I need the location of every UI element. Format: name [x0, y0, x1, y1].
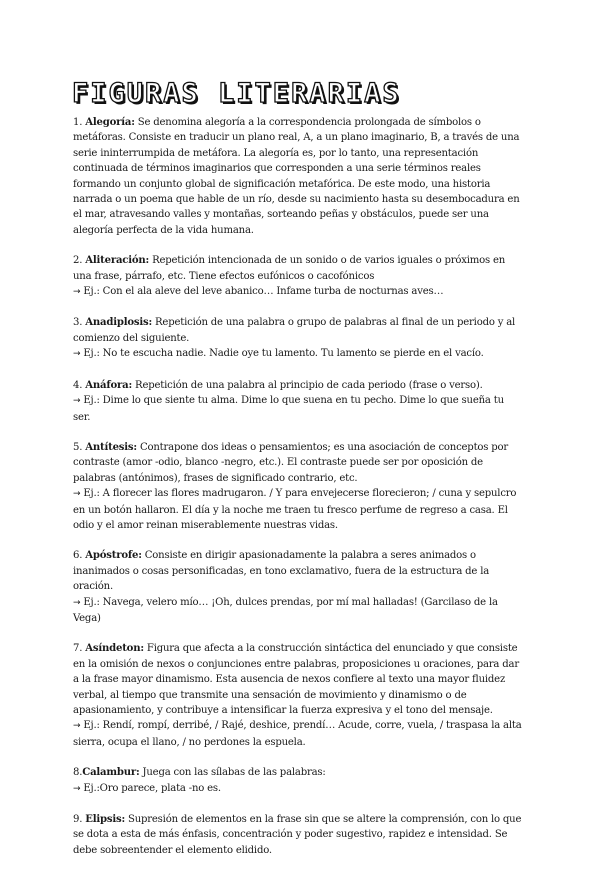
figure-number: 1.: [73, 117, 83, 128]
figure-term: Alegoría:: [85, 117, 135, 128]
figure-term: Apóstrofe:: [85, 550, 142, 562]
figure-definition: [73, 378, 523, 393]
figure-entry-calambur: [73, 765, 523, 797]
figure-number: 4.: [73, 379, 83, 391]
arrow-icon: →: [73, 489, 81, 500]
figure-term: Asíndeton:: [85, 643, 144, 655]
figure-entry-alegoria: [73, 115, 523, 238]
figure-example: [73, 781, 523, 797]
figure-term: Calambur:: [82, 767, 140, 779]
figure-definition: [73, 765, 523, 780]
figure-entry-asindeton: [73, 641, 523, 750]
figure-definition-text: Repetición de una palabra al principio de cada periodo (frase o verso).: [132, 379, 483, 391]
figure-definition: [73, 315, 523, 346]
figure-definition-text: Consiste en dirigir apasionadamente la palabra a seres animados o inanimados o cosas personificadas, en tono exclamativo, fuera de la estructura de la oración.: [73, 550, 490, 593]
figure-example: [73, 284, 523, 300]
figures-list: [73, 115, 523, 873]
arrow-icon: →: [73, 349, 81, 360]
figure-definition: [73, 115, 523, 238]
figure-term: Aliteración:: [85, 255, 150, 267]
figure-example-text: Ej.: No te escucha nadie. Nadie oye tu lamento. Tu lamento se pierde en el vacío.: [80, 348, 484, 360]
figure-example: [73, 718, 523, 750]
figure-number: 8.: [73, 767, 83, 779]
figure-definition: [73, 812, 523, 858]
figure-entry-apostrofe: [73, 548, 523, 626]
figure-definition-text: Repetición intencionada de un sonido o de varios iguales o próximos en una frase, párrafo, etc. Tiene efectos eufónicos o cacofónicos: [73, 255, 506, 282]
document-title: FIGURAS LITERARIAS: [72, 78, 401, 109]
figure-example-text: Ej.: Dime lo que siente tu alma. Dime lo que suena en tu pecho. Dime lo que sueña tu ser.: [73, 395, 504, 423]
figure-term: Anáfora:: [85, 379, 133, 391]
figure-example-text: Ej.: Con el ala aleve del leve abanico… Infame turba de nocturnas aves…: [80, 286, 444, 298]
figure-example: [73, 393, 523, 425]
figure-number: 3.: [73, 317, 83, 329]
figure-example: [73, 486, 523, 533]
figure-definition-text: Repetición de una palabra o grupo de palabras al final de un periodo y al comienzo del siguiente.: [73, 317, 516, 344]
figure-number: 6.: [73, 550, 83, 562]
figure-number: 7.: [73, 643, 83, 655]
figure-definition-text: Se denomina alegoría a la correspondencia prolongada de símbolos o metáforas. Consiste en traducir un plano real, A, a un plano imaginario, B, a través de una serie ininterrumpida de metáfora. La alegoría es, por lo tanto, una representación continuada de términos imaginarios que corresponden a una serie términos reales formando un conjunto global de significación metafórica. De este modo, una historia narrada o un poema que hable de un río, desde su nacimiento hasta su desembocadura en el mar, atravesando valles y montañas, sorteando peñas y obstáculos, puede ser una alegoría perfecta de la vida humana.: [73, 117, 520, 236]
figure-example-text: Ej.: Rendí, rompí, derribé, / Rajé, deshice, prendí… Acude, corre, vuela, / traspasa la alta sierra, ocupa el llano, / no perdones la espuela.: [73, 720, 522, 748]
figure-number: 9.: [73, 814, 83, 826]
figure-definition-text: Juega con las sílabas de las palabras:: [139, 767, 326, 779]
figure-example: [73, 595, 523, 627]
figure-definition-text: Supresión de elementos en la frase sin que se altere la comprensión, con lo que se dota a esta de más énfasis, concentración y poder sugestivo, rapidez e intensidad. Se debe sobreentender el elemento elidido.: [73, 814, 522, 856]
figure-entry-anafora: [73, 378, 523, 425]
figure-number: 2.: [73, 255, 83, 267]
arrow-icon: →: [73, 597, 81, 608]
figure-definition: [73, 641, 523, 718]
figure-example: [73, 346, 523, 362]
figure-entry-elipsis: [73, 812, 523, 858]
figure-example-text: Ej.: Navega, velero mío… ¡Oh, dulces prendas, por mí mal halladas! (Garcilaso de la Vega): [73, 596, 498, 624]
figure-definition: [73, 440, 523, 486]
arrow-icon: →: [73, 287, 81, 298]
figure-entry-anadiplosis: [73, 315, 523, 362]
figure-example-text: Ej.: A florecer las flores madrugaron. / Y para envejecerse florecieron; / cuna y sepulcro en un botón hallaron. El día y la noche me traen tu fresco perfume de regreso a casa. El odio y el amor reinan miserablemente nuestras vidas.: [73, 488, 517, 531]
figure-example-text: Ej.:Oro parece, plata -no es.: [80, 782, 221, 794]
figure-definition-text: Figura que afecta a la construcción sintáctica del enunciado y que consiste en la omisión de nexos o conjunciones entre palabras, proposiciones u oraciones, para dar a la frase mayor dinamismo. Esta ausencia de nexos confiere al texto una mayor fluidez verbal, al tiempo que transmite una sensación de movimiento y dinamismo o de apasionamiento, y contribuye a intensificar la fuerza expresiva y el tono del mensaje.: [73, 643, 519, 716]
arrow-icon: →: [73, 721, 81, 732]
figure-term: Anadiplosis:: [85, 317, 153, 329]
figure-definition-text: Contrapone dos ideas o pensamientos; es una asociación de conceptos por contraste (amor -odio, blanco -negro, etc.). El contraste puede ser por oposición de palabras (antónimos), frases de significado contrario, etc.: [73, 441, 509, 484]
figure-term: Elipsis:: [85, 814, 125, 826]
figure-number: 5.: [73, 441, 83, 453]
arrow-icon: →: [73, 396, 81, 407]
figure-definition: [73, 253, 523, 284]
figure-term: Antítesis:: [85, 441, 137, 453]
arrow-icon: →: [73, 783, 81, 794]
figure-entry-antitesis: [73, 440, 523, 533]
figure-definition: [73, 548, 523, 594]
figure-entry-aliteracion: [73, 253, 523, 300]
